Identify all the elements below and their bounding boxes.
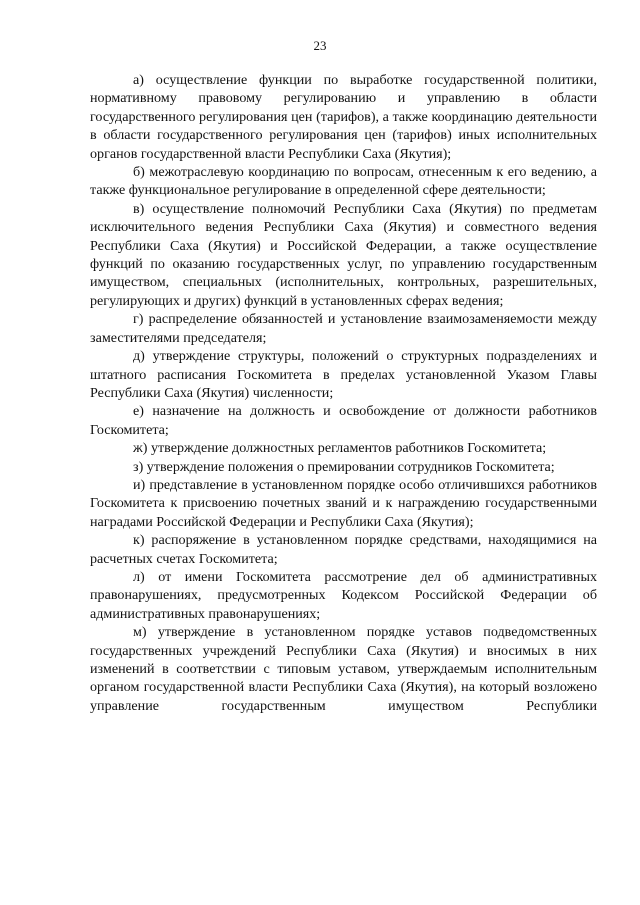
document-body: [90, 71, 597, 715]
paragraph-v: в) осуществление полномочий Республики Саха (Якутия) по предметам исключительного ведения Республики Саха (Якутия) и совместного ведения Республики Саха (Якутия) и Российской Федерации, а также осуществление функций по оказанию государственных услуг, по управлению государственным имуществом, специальных (исполнительных, контрольных, разрешительных, регулирующих и других) функций в установленных сферах ведения;: [90, 200, 597, 309]
paragraph-zh: ж) утверждение должностных регламентов работников Госкомитета;: [133, 440, 547, 457]
paragraph-d: д) утверждение структуры, положений о структурных подразделениях и штатного расписания Госкомитета в пределах установленной Указом Главы Республики Саха (Якутия) численности;: [90, 348, 597, 401]
paragraph-i: и) представление в установленном порядке особо отличившихся работников Госкомитета к присвоению почетных званий и к награждению государственными наградами Российской Федерации и Республики Саха (Якутия);: [90, 476, 597, 530]
paragraph-l: л) от имени Госкомитета рассмотрение дел об административных правонарушениях, предусмотренных Кодексом Российской Федерации об административных правонарушениях;: [90, 568, 597, 622]
paragraph-a: а) осуществление функции по выработке государственной политики, нормативному правовому регулированию и управлению в области государственного регулирования цен (тарифов), а также координацию деятельности в области государственного регулирования цен (тарифов) иных исполнительных органов государственной власти Республики Саха (Якутия);: [90, 72, 597, 162]
paragraph-m: м) утверждение в установленном порядке уставов подведомственных государственных учреждений Республики Саха (Якутия) и вносимых в них изменений в соответствии с типовым уставом, утверждаемым исполнительным органом государственной власти Республики Саха (Якутия), на который возложено управление государственным имуществом Республики: [90, 624, 597, 714]
paragraph-g: г) распределение обязанностей и установление взаимозаменяемости между заместителями председателя;: [90, 311, 597, 346]
paragraph-e: е) назначение на должность и освобождение от должности работников Госкомитета;: [90, 403, 597, 438]
paragraph-k: к) распоряжение в установленном порядке средствами, находящимися на расчетных счетах Госкомитета;: [90, 532, 597, 567]
paragraph-z: з) утверждение положения о премировании сотрудников Госкомитета;: [133, 458, 555, 475]
paragraph-b: б) межотраслевую координацию по вопросам, отнесенным к его ведению, а также функциональное регулирование в определенной сфере деятельности;: [90, 164, 597, 199]
page-number: 23: [313, 38, 327, 53]
